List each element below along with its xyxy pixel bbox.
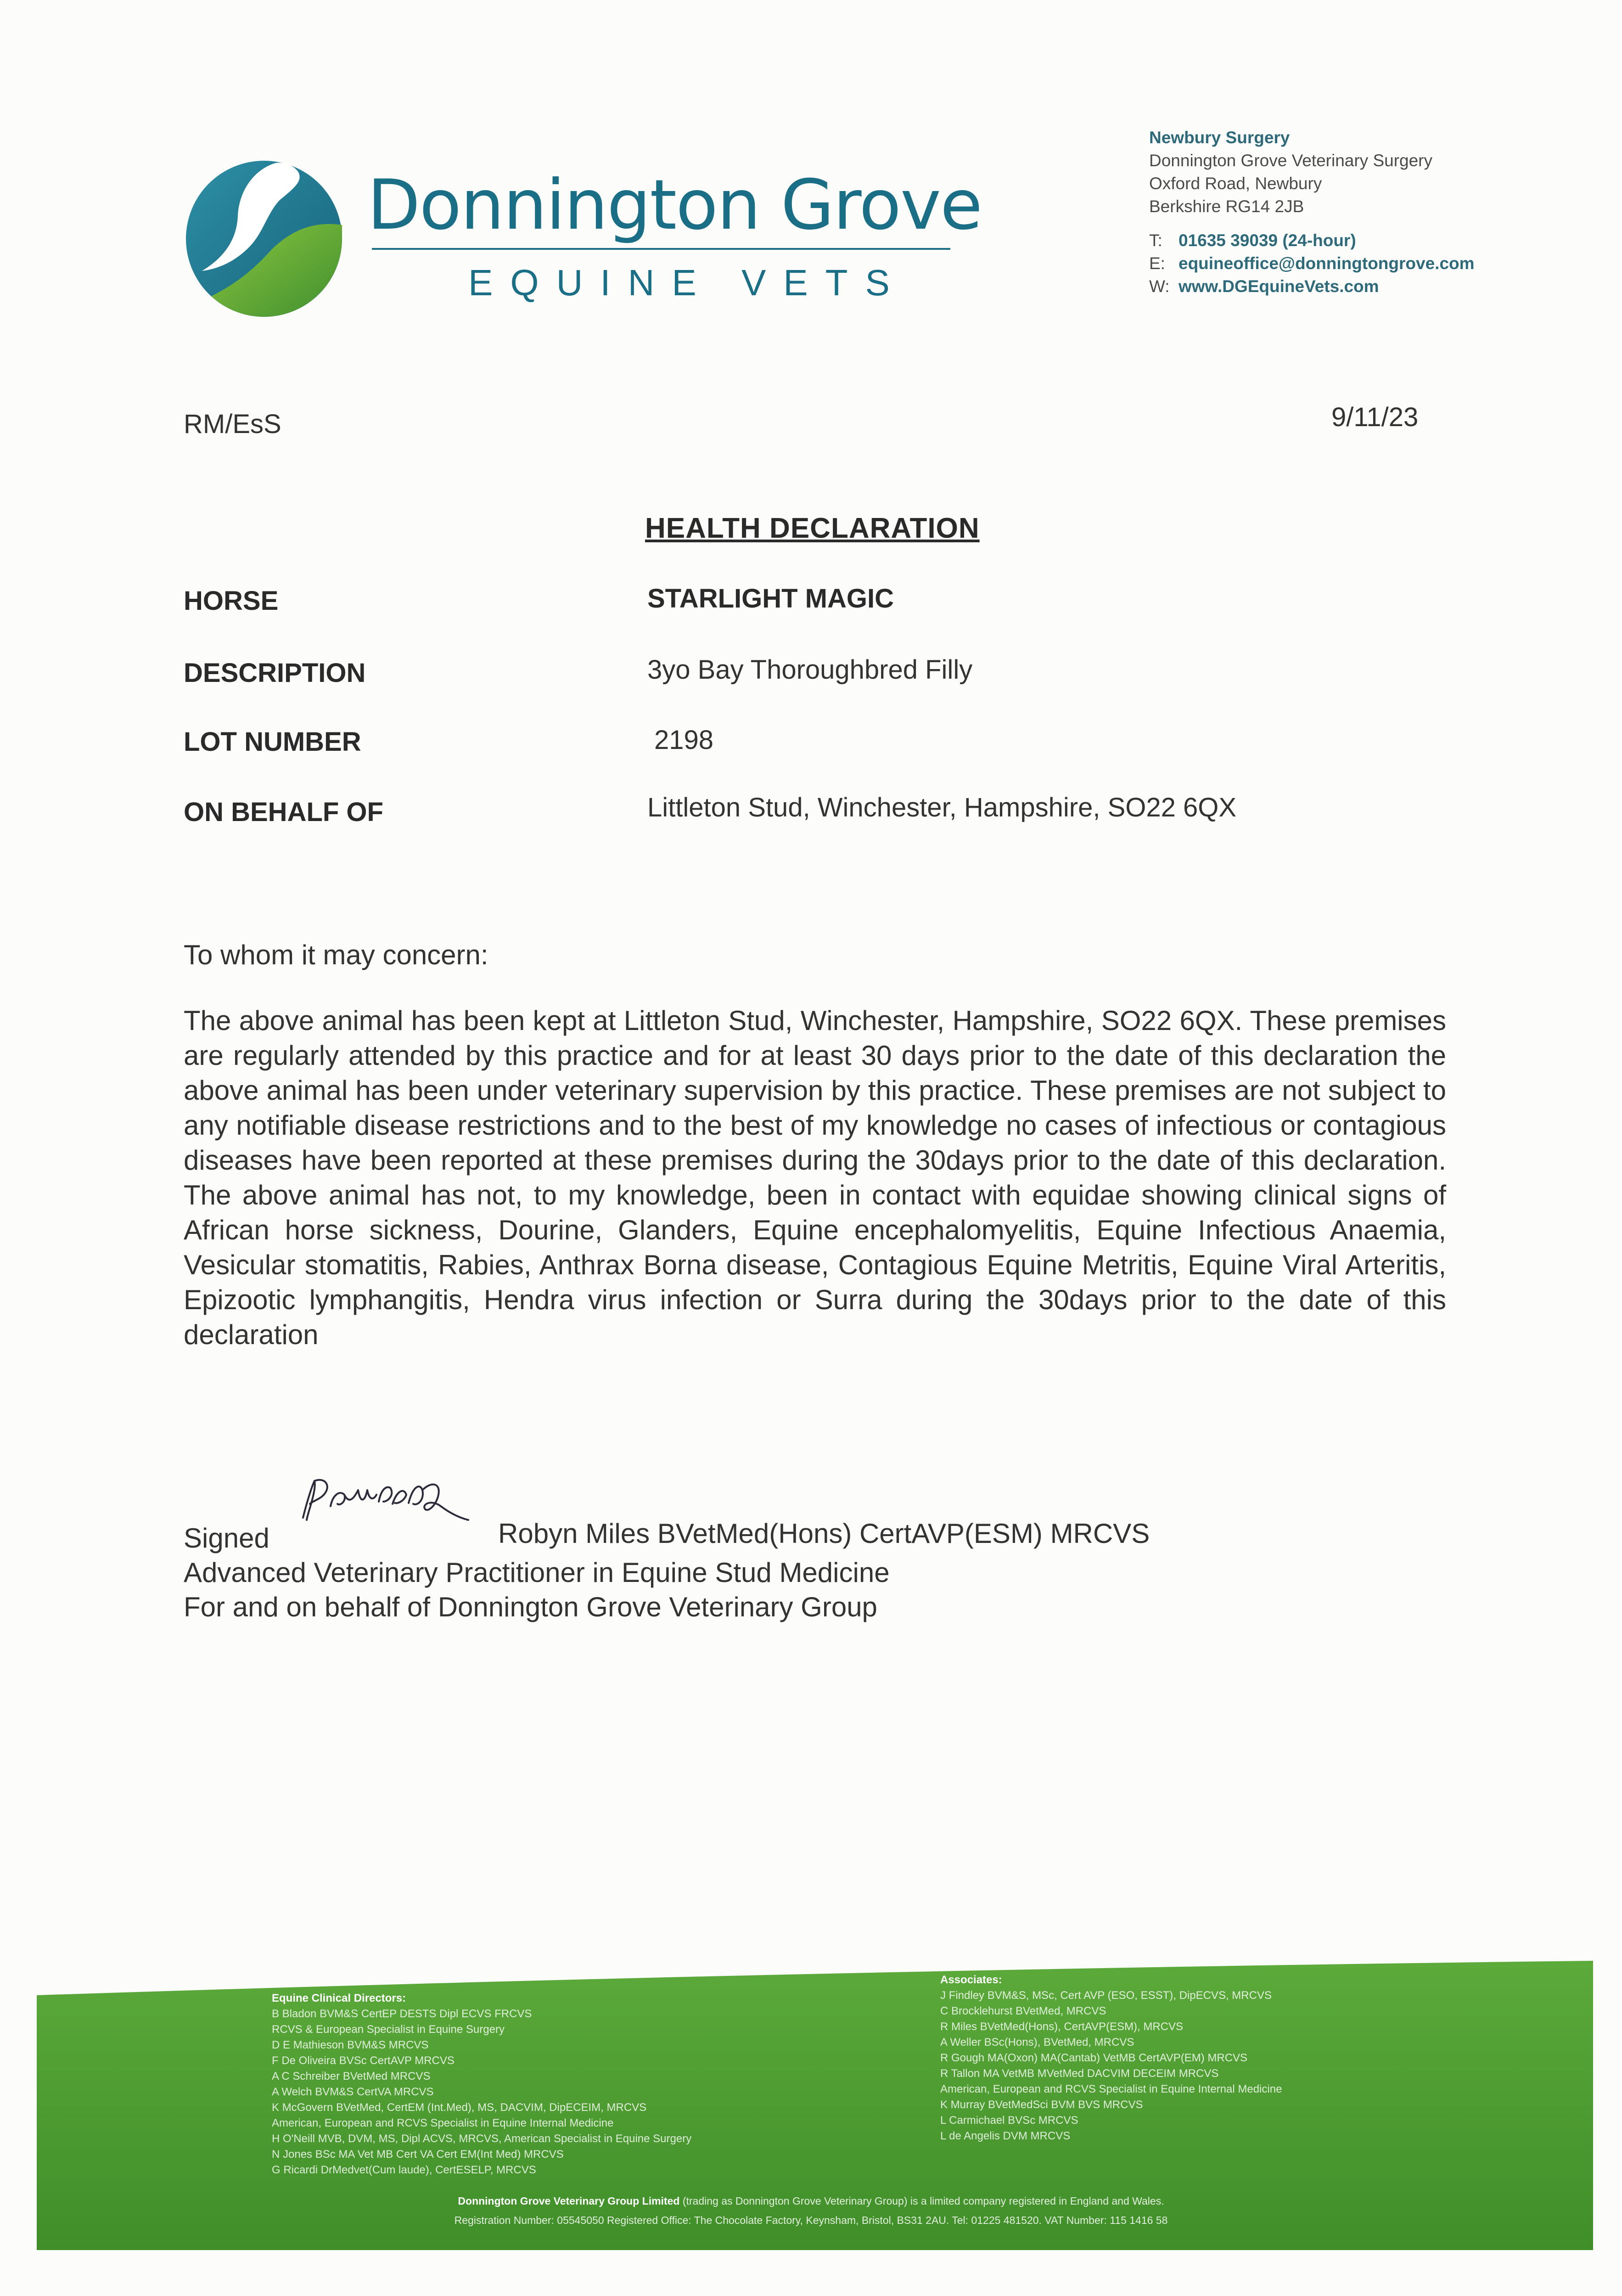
email-label: E: [1149, 254, 1165, 273]
horse-head-logo-icon [184, 156, 349, 321]
brand-title: Donnington Grove [367, 165, 982, 245]
directors-heading: Equine Clinical Directors: [272, 1992, 406, 2004]
signer-role: Advanced Veterinary Practitioner in Equine Stud Medicine [184, 1557, 890, 1588]
reference-code: RM/EsS [184, 409, 281, 439]
phone-label: T: [1149, 231, 1162, 250]
letter-date: 9/11/23 [1331, 402, 1419, 432]
company-name: Donnington Grove Veterinary Group Limited [458, 2195, 680, 2207]
address-line: Oxford Road, Newbury [1149, 174, 1322, 193]
director-item: A C Schreiber BVetMed MRCVS [272, 2070, 431, 2082]
director-item: RCVS & European Specialist in Equine Surgery [272, 2023, 505, 2036]
associate-item: R Tallon MA VetMB MVetMed DACVIM DECEIM MRCVS [940, 2067, 1219, 2080]
director-item: K McGovern BVetMed, CertEM (Int.Med), MS, DACVIM, DipECEIM, MRCVS [272, 2101, 647, 2114]
signer-organisation: For and on behalf of Donnington Grove Veterinary Group [184, 1592, 877, 1622]
address-line: Berkshire RG14 2JB [1149, 197, 1304, 216]
on-behalf-of-value: Littleton Stud, Winchester, Hampshire, SO22 6QX [647, 793, 1237, 822]
lot-number-label: LOT NUMBER [184, 727, 361, 757]
associate-item: J Findley BVM&S, MSc, Cert AVP (ESO, ESST), DipECVS, MRCVS [940, 1989, 1272, 2002]
address-line: Donnington Grove Veterinary Surgery [1149, 151, 1433, 170]
address-heading: Newbury Surgery [1149, 128, 1290, 147]
on-behalf-of-label: ON BEHALF OF [184, 797, 383, 827]
brand-subtitle: EQUINE VETS [468, 262, 907, 303]
web-row [1149, 275, 1562, 298]
website-link[interactable]: www.DGEquineVets.com [1179, 277, 1379, 296]
lot-number-value: 2198 [654, 725, 714, 755]
web-label: W: [1149, 277, 1170, 296]
signer-name: Robyn Miles BVetMed(Hons) CertAVP(ESM) MRCVS [498, 1518, 1150, 1549]
director-item: American, European and RCVS Specialist in Equine Internal Medicine [272, 2117, 614, 2129]
description-value: 3yo Bay Thoroughbred Filly [647, 655, 973, 685]
horse-label: HORSE [184, 586, 279, 616]
description-label: DESCRIPTION [184, 658, 366, 688]
phone-row [1149, 229, 1562, 252]
director-item: D E Mathieson BVM&S MRCVS [272, 2039, 429, 2051]
document-title: HEALTH DECLARATION [645, 512, 980, 544]
associate-item: K Murray BVetMedSci BVM BVS MRCVS [940, 2099, 1143, 2111]
brand-logo [184, 152, 982, 317]
director-item: A Welch BVM&S CertVA MRCVS [272, 2086, 434, 2098]
handwritten-signature-icon [294, 1463, 487, 1545]
phone-number[interactable]: 01635 39039 (24-hour) [1179, 231, 1356, 250]
director-item: F De Oliveira BVSc CertAVP MRCVS [272, 2054, 455, 2067]
signed-label: Signed [184, 1523, 269, 1553]
company-text: (trading as Donnington Grove Veterinary Group) is a limited company registered in England and Wales. [679, 2195, 1164, 2207]
director-item: N Jones BSc MA Vet MB Cert VA Cert EM(Int Med) MRCVS [272, 2148, 564, 2161]
associate-item: A Weller BSc(Hons), BVetMed, MRCVS [940, 2036, 1134, 2048]
associates-heading: Associates: [940, 1974, 1002, 1986]
signed-line [184, 1518, 1150, 1554]
director-item: B Bladon BVM&S CertEP DESTS Dipl ECVS FRCVS [272, 2008, 532, 2020]
email-link[interactable]: equineoffice@donningtongrove.com [1179, 254, 1475, 273]
brand-divider [372, 248, 950, 250]
declaration-body: The above animal has been kept at Littleton Stud, Winchester, Hampshire, SO22 6QX. These premises are regularly attended by this practice and for at least 30 days prior to the date of this declaration the above animal has been under veterinary supervision by this practice. These premises are not subject to any notifiable disease restrictions and to the best of my knowledge no cases of infectious or contagious diseases have been reported at these premises during the 30days prior to the date of this declaration. The above animal has not, to my knowledge, been in contact with equidae showing clinical signs of African horse sickness, Dourine, Glanders, Equine encephalomyelitis, Equine Infectious Anaemia, Vesicular stomatitis, Rabies, Anthrax Borna disease, Contagious Equine Metritis, Equine Viral Arteritis, Epizootic lymphangitis, Hendra virus infection or Surra during the 30days prior to the date of this declaration [184, 1005, 1446, 1350]
email-row [1149, 252, 1562, 275]
associate-item: L Carmichael BVSc MRCVS [940, 2114, 1078, 2127]
director-item: G Ricardi DrMedvet(Cum laude), CertESELP, MRCVS [272, 2164, 536, 2176]
company-statement [0, 2195, 1622, 2207]
associate-item: C Brocklehurst BVetMed, MRCVS [940, 2005, 1106, 2017]
associate-item: American, European and RCVS Specialist in Equine Internal Medicine [940, 2083, 1282, 2095]
footer-green-band [0, 1929, 1622, 2296]
director-item: H O'Neill MVB, DVM, MS, Dipl ACVS, MRCVS, American Specialist in Equine Surgery [272, 2133, 692, 2145]
directors-list [272, 1991, 691, 2178]
practice-address [1149, 126, 1562, 298]
registration-details: Registration Number: 05545050 Registered Office: The Chocolate Factory, Keynsham, Bristol, BS31 2AU. Tel: 01225 481520. VAT Number: 115 1416 58 [454, 2214, 1168, 2226]
salutation: To whom it may concern: [184, 940, 488, 970]
associate-item: R Miles BVetMed(Hons), CertAVP(ESM), MRCVS [940, 2020, 1183, 2033]
associate-item: R Gough MA(Oxon) MA(Cantab) VetMB CertAVP(EM) MRCVS [940, 2052, 1248, 2064]
contact-details [1149, 229, 1562, 298]
horse-value: STARLIGHT MAGIC [647, 584, 894, 613]
associate-item: L de Angelis DVM MRCVS [940, 2130, 1071, 2142]
associates-list [940, 1972, 1282, 2144]
